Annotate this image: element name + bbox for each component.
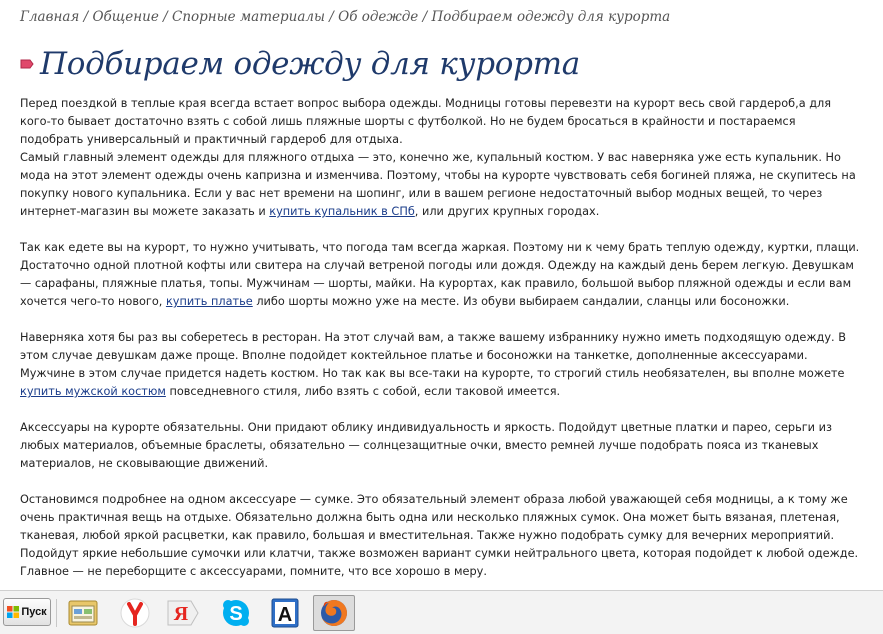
flag-icon [20,59,34,69]
start-label: Пуск [21,606,47,618]
breadcrumb [20,9,670,25]
link-buy-mens-suit[interactable]: купить мужской костюм [20,385,166,398]
paragraph-bags: Остановимся подробнее на одном аксессуаре — сумке. Это обязательный элемент образа любой уважающей себя модницы, а к тому же очень практичная вещь на отдыхе. Обязательно должна быть одна или несколько пляжных сумок. Она может быть вязаная, плетеная, тканевая, любой яркой расцветки, как правило, большая и вместительная. Также нужно подобрать сумку для вечерних мероприятий. Подойдут яркие небольшие сумочки или клатчи, также возможен вариант сумки нейтрального цвета, которая подойдет к любой одежде. Главное — не переборщите с аксессуарами, помните, что все хорошо в меру. [20,493,859,578]
taskbar-font-viewer[interactable] [264,595,306,631]
paragraph-restaurant: Наверняка хотя бы раз вы соберетесь в ресторан. На этот случай вам, а также вашему избраннику нужно иметь подходящую одежду. В этом случае девушкам даже проще. Вполне подойдет коктейльное платье и босоножки на танкетке, дополненные аксессуарами. Мужчине в этом случае придется надеть костюм. Но так как вы все-таки на курорте, то строгий стиль необязателен, вы вполне можете купить мужской костюм повседневного стиля, либо взять с собой, если таковой имеется. [20,331,846,398]
font-viewer-icon [269,597,301,629]
breadcrumb-about-clothes[interactable]: Об одежде [338,9,419,25]
breadcrumb-disputed-materials[interactable]: Спорные материалы [172,9,325,25]
start-button[interactable] [3,598,51,626]
page-title: Подбираем одежду для курорта [40,46,580,82]
svg-text:A: A [277,604,293,626]
svg-text:Я: Я [173,603,189,625]
taskbar-firefox[interactable] [313,595,355,631]
breadcrumb-separator: / [79,9,93,25]
link-buy-swimsuit[interactable]: купить купальник в СПб [269,205,415,218]
yandex-icon [165,597,201,629]
breadcrumb-separator: / [324,9,339,25]
link-buy-dress[interactable]: купить платье [165,295,253,308]
paragraph-swimsuit: Самый главный элемент одежды для пляжного отдыха — это, конечно же, купальный костюм. У вас наверняка уже есть купальник. Но мода на этот элемент одежды очень капризна и изменчива. Поэтому, чтобы на курорте чувствовать себя богиней пляжа, не скупитесь на покупку нового купальника. Если у вас нет времени на шопинг, или в вашем регионе недостаточный выбор модных вещей, то через интернет-магазин вы можете заказать и купить купальник в СПб, или других крупных городах. [20,151,856,218]
paragraph-accessories: Аксессуары на курорте обязательны. Они придают облику индивидуальность и яркость. Подойдут цветные платки и парео, серьги из любых материалов, объемные браслеты, обязательно — солнцезащитные очки, вместо ремней лучше подобрать пояса из тканевых материалов, не сковывающие движений. [20,421,832,470]
breadcrumb-separator: / [158,9,172,25]
breadcrumb-current: Подбираем одежду для курорта [431,9,671,25]
title-row [20,44,580,84]
taskbar-file-manager[interactable] [62,595,104,631]
paragraph-weather: Так как едете вы на курорт, то нужно учитывать, что погода там всегда жаркая. Поэтому ни к чему брать теплую одежду, куртки, плащи. Достаточно одной плотной кофты или свитера на случай ветреной погоды или дождя. Одежду на каждый день берем легкую. Девушкам — сарафаны, пляжные платья, топы. Мужчинам — шорты, майки. На курортах, как правило, большой выбор пляжной одежды и если вам хочется чего-то нового, купить платье либо шорты можно уже на месте. Из обуви выбираем сандалии, сланцы или босоножки. [20,241,860,308]
svg-text:S: S [229,603,243,625]
taskbar-yandex[interactable] [162,595,204,631]
yandex-browser-icon [119,597,151,629]
taskbar-yandex-browser[interactable] [114,595,156,631]
breadcrumb-communication[interactable]: Общение [92,9,159,25]
taskbar [0,590,883,634]
breadcrumb-separator: / [418,9,432,25]
taskbar-separator [56,599,57,627]
taskbar-skype[interactable] [215,595,257,631]
windows-logo-icon [7,606,19,618]
paragraph-intro: Перед поездкой в теплые края всегда встает вопрос выбора одежды. Модницы готовы перевезти на курорт весь свой гардероб,а для кого-то бывает достаточно взять с собой лишь пляжные шорты с футболкой. Но не будем бросаться в крайности и постараемся подобрать универсальный и практичный гардероб для отдыха. [20,97,832,146]
file-manager-icon [67,598,99,628]
skype-icon [220,597,252,629]
firefox-icon [318,597,350,629]
article-body [20,95,860,581]
breadcrumb-home[interactable]: Главная [20,9,80,25]
